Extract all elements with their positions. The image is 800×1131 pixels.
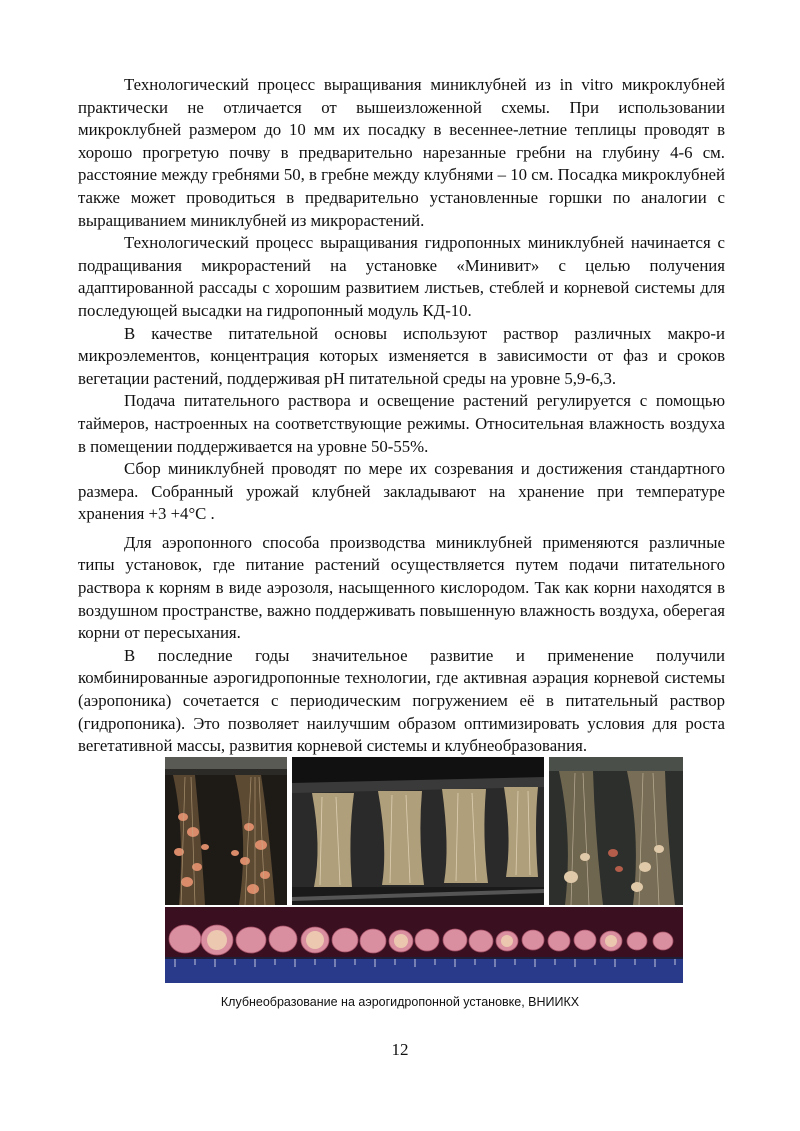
paragraph-3: В качестве питательной основы используют раствор различных макро-и микроэлементов, концентрация которых изменяется в зависимости от фаз и сроков вегетации растений, поддерживая pH питательной среды на уровне 5,9-6,3. — [78, 323, 725, 388]
paragraph-7: В последние годы значительное развитие и применение получили комбинированные аэрогидропонные технологии, где активная аэрация корневой системы (аэропоника) сочетается с периодическим погружением её в питательный раствор (гидропоника). Это позволяет наилучшим образом оптимизировать условия для роста вегетативной массы, развития корневой системы и клубнеобразования. — [78, 645, 725, 756]
figure-caption: Клубнеобразование на аэрогидропонной установке, ВНИИКХ — [220, 995, 580, 1009]
paragraph-6: Для аэропонного способа производства миниклубней применяются различные типы установок, где питание растений осуществляется путем подачи питательного раствора к корням в виде аэрозоля, насыщенного кислородом. Так как корни находятся в воздушном пространстве, важно поддерживать повышенную влажность воздуха, оберегая корни от пересыхания. — [78, 532, 725, 643]
paragraph-5: Сбор миниклубней проводят по мере их созревания и достижения стандартного размера. Собранный урожай клубней закладывают на хранение при температуре хранения +3 +4°C . — [78, 459, 725, 524]
photo-tubers-on-roots-left — [165, 757, 287, 905]
photo-hanging-roots-center — [292, 757, 544, 905]
paragraph-2: Технологический процесс выращивания гидропонных миниклубней начинается с подращивания микрорастений на установке «Минивит» с целью получения адаптированной рассады с хорошим развитием листьев, стеблей и корневой системы для последующей высадки на гидропонный модуль КД-10. — [78, 233, 725, 320]
page-number: 12 — [391, 1040, 409, 1059]
photo-tubers-on-roots-right — [549, 757, 683, 905]
paragraph-1: Технологический процесс выращивания миниклубней из in vitro микроклубней практически не отличается от вышеизложенной схемы. При использовании микроклубней размером до 10 мм их посадку в весеннее-летние теплицы проводят в хорошо прогретую почву в предварительно нарезанные гребни на глубину 4-6 см. расстояние между гребнями 50, в гребне между клубнями – 10 см. Посадка микроклубней также может проводиться в предварительно установленные горшки по аналогии с выращиванием миниклубней из микрорастений. — [78, 75, 725, 230]
paragraph-4: Подача питательного раствора и освещение растений регулируется с помощью таймеров, настроенных на соответствующие режимы. Относительная влажность воздуха в помещении поддерживается на уровне 50-55%. — [78, 391, 725, 456]
figure-photo-collage — [165, 757, 683, 983]
body-text — [78, 74, 725, 758]
photo-tubers-with-ruler — [165, 907, 683, 983]
